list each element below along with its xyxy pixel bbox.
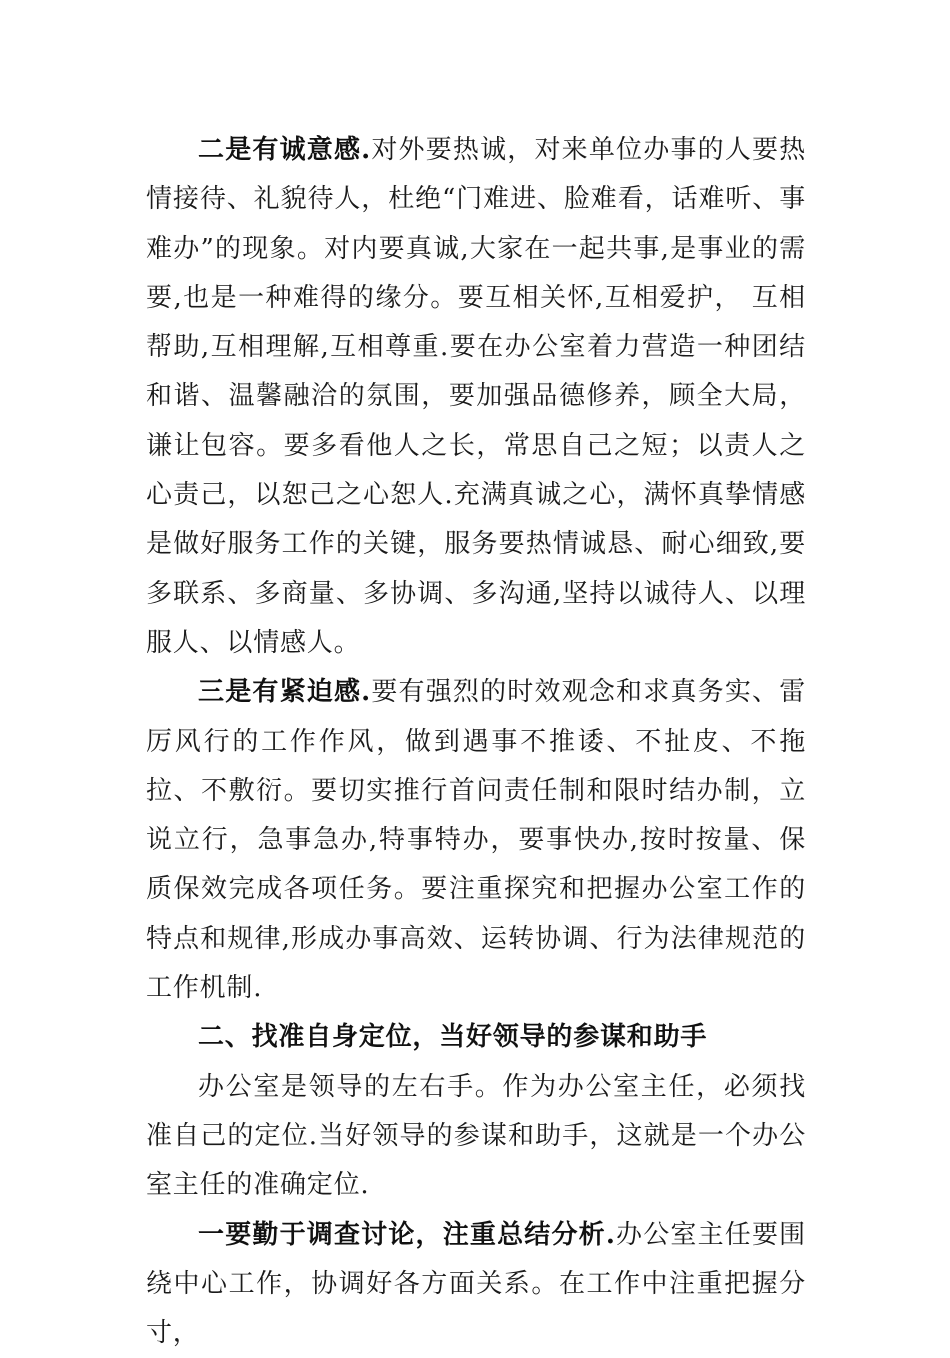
paragraph-lead: 一要勤于调查讨论，注重总结分析. xyxy=(198,1219,616,1250)
paragraph-sincerity xyxy=(146,126,806,668)
paragraph-text: 对外要热诚，对来单位办事的人要热情接待、礼貌待人，杜绝“门难进、脸难看，话难听、事难办”的现象。对内要真诚,大家在一起共事,是事业的需要,也是一种难得的缘分。要互相关怀,互相爱护， 互相帮助,互相理解,互相尊重.要在办公室着力营造一种团结和谐、温馨融洽的氛围，要加强品德修养，顾全大局，谦让包容。要多看他人之长，常思自己之短；以责人之心责己，以恕己之心恕人.充满真诚之心，满怀真挚情感是做好服务工作的关键，服务要热情诚恳、耐心细致,要多联系、多商量、多协调、多沟通,坚持以诚待人、以理服人、以情感人。 xyxy=(146,135,806,658)
document-page xyxy=(146,126,806,1358)
paragraph-lead: 二是有诚意感. xyxy=(198,135,371,165)
paragraph-urgency xyxy=(146,668,806,1013)
paragraph-text: 要有强烈的时效观念和求真务实、雷厉风行的工作作风，做到遇事不推诿、不扯皮、不拖拉、不敷衍。要切实推行首问责任制和限时结办制，立说立行，急事急办,特事特办，要事快办,按时按量、保质保效完成各项任务。要注重探究和把握办公室工作的特点和规律,形成办事高效、运转协调、行为法律规范的工作机制. xyxy=(146,677,806,1004)
paragraph-text: 办公室是领导的左右手。作为办公室主任，必须找准自己的定位.当好领导的参谋和助手，这就是一个办公室主任的准确定位. xyxy=(146,1071,806,1201)
section-heading: 二、找准自身定位，当好领导的参谋和助手 xyxy=(198,1022,708,1053)
paragraph-text: 办公室主任要围绕中心工作，协调好各方面关系。在工作中注重把握分寸， xyxy=(146,1219,806,1349)
paragraph-research xyxy=(146,1211,806,1358)
paragraph-positioning xyxy=(146,1063,806,1211)
paragraph-lead: 三是有紧迫感. xyxy=(198,677,371,708)
